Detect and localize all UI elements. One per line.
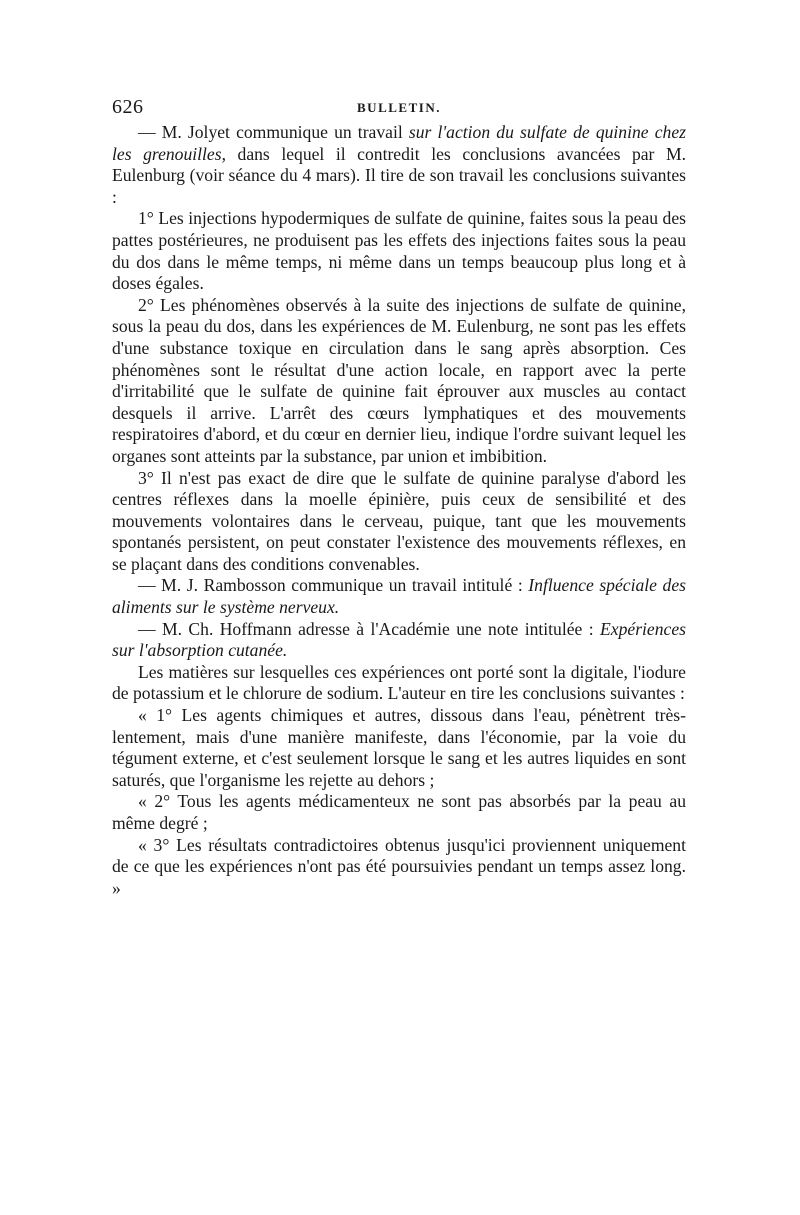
paragraph-rambosson (112, 575, 686, 618)
paragraph-jolyet-title: sur l'action du sulfate de quinine chez les grenouilles (112, 122, 686, 164)
paragraph-jolyet (112, 122, 686, 208)
paragraph-hoffmann (112, 619, 686, 662)
page-number: 626 (112, 96, 144, 118)
paragraph-jolyet-lead: — M. Jolyet communique un travail (138, 122, 409, 142)
paragraph-rambosson-lead: — M. J. Rambosson communique un travail intitulé : (138, 575, 529, 596)
page-header (112, 96, 686, 120)
running-head: BULLETIN. (357, 100, 441, 115)
quoted-conclusion-3: « 3° Les résultats contradictoires obtenus jusqu'ici proviennent uniquement de ce que les expériences n'ont pas été poursuivies pendant un temps assez long. » (112, 834, 686, 898)
quoted-conclusion-2: « 2° Tous les agents médicamenteux ne sont pas absorbés par la peau au même degré ; (112, 791, 686, 833)
conclusion-3: 3° Il n'est pas exact de dire que le sulfate de quinine paralyse d'abord les centres réflexes dans la moelle épinière, puis ceux de sensibilité et des mouvements volontaires dans le cerveau, puique, tant que les mouvements spontanés persistent, on peut constater l'existence des mouvements réflexes, en se plaçant dans des conditions convenables. (112, 467, 686, 574)
body-text (112, 122, 686, 899)
quoted-conclusion-1: « 1° Les agents chimiques et autres, dissous dans l'eau, pénètrent très-lentement, mais d'une manière manifeste, dans l'économie, par la voie du tégument externe, et c'est seulement lorsque le sang et les autres liquides en sont saturés, que l'organisme les rejette au dehors ; (112, 705, 686, 790)
paragraph-hoffmann-lead: — M. Ch. Hoffmann adresse à l'Académie une note intitulée : (138, 618, 601, 639)
paragraph-hoffmann-title: Expériences sur l'absorption cutanée. (112, 618, 686, 661)
paragraph-jolyet-rest: , dans lequel il contredit les conclusions avancées par M. Eulenburg (voir séance du 4 mars). Il tire de son travail les conclusions suivantes : (112, 143, 686, 207)
conclusion-2: 2° Les phénomènes observés à la suite des injections de sulfate de quinine, sous la peau du dos, dans les expériences de M. Eulenburg, ne sont pas les effets d'une substance toxique en circulation dans le sang après absorption. Ces phénomènes sont le résultat d'une action locale, en rapport avec la perte d'irritabilité que le sulfate de quinine fait éprouver aux muscles au contact desquels il arrive. L'arrêt des cœurs lymphatiques et des mouvements respiratoires d'abord, et du cœur en dernier lieu, indique l'ordre suivant lequel les organes sont atteints par la substance, par union et imbibition. (112, 294, 686, 466)
paragraph-rambosson-title: Influence spéciale des aliments sur le système nerveux. (112, 575, 686, 618)
paragraph-materials: Les matières sur lesquelles ces expériences ont porté sont la digitale, l'iodure de potassium et le chlorure de sodium. L'auteur en tire les conclusions suivantes : (112, 661, 686, 704)
conclusion-1: 1° Les injections hypodermiques de sulfate de quinine, faites sous la peau des pattes postérieures, ne produisent pas les effets des injections faites sous la peau du dos dans le même temps, ni même dans un temps beaucoup plus long et à doses égales. (112, 208, 686, 294)
